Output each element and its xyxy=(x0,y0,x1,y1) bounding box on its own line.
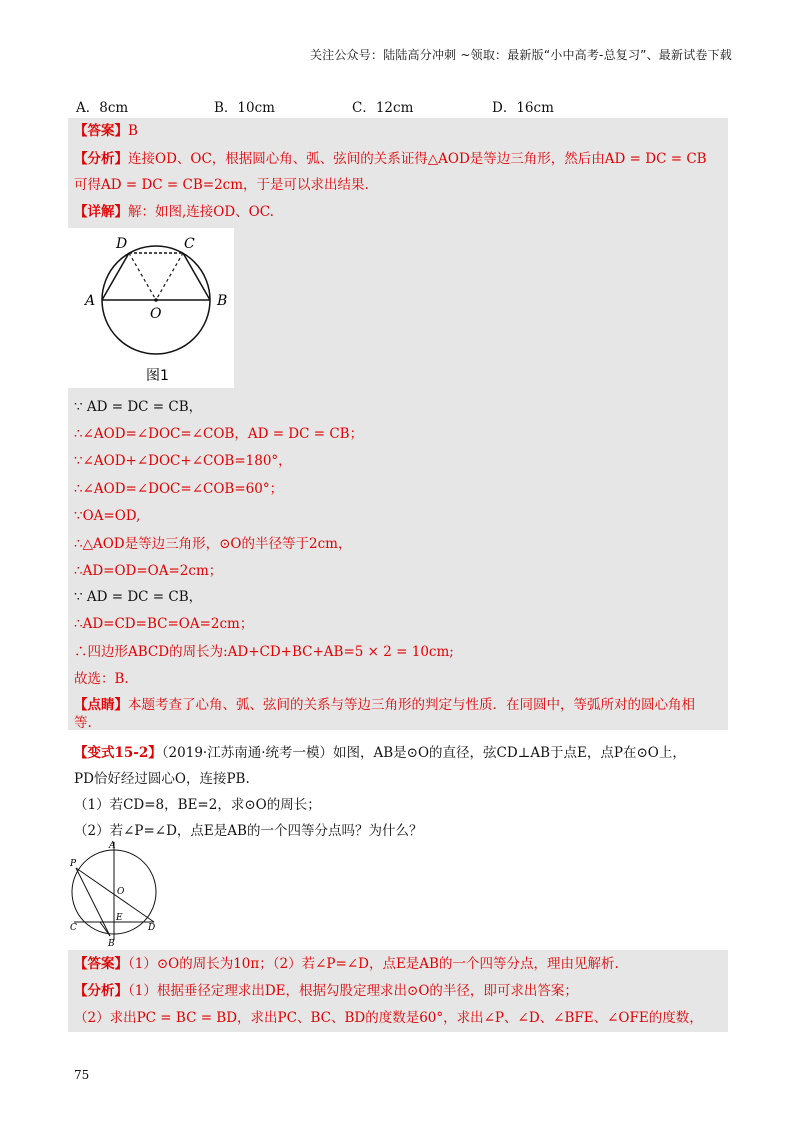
page-header: 关注公众号：陆陆高分冲刺 ~领取：最新版“小中高考-总复习”、最新试卷下载 xyxy=(309,48,732,62)
step-7: ∴AD=OD=OA=2cm； xyxy=(74,563,223,579)
detail-line xyxy=(74,203,274,221)
analysis-text-1: 连接OD、OC，根据圆心角、弧、弦间的关系证得△AOD是等边三角形，然后由AD = DC = CB xyxy=(128,151,707,167)
figure-1 xyxy=(68,228,234,388)
step-2: ∴∠AOD=∠DOC=∠COB，AD = DC = CB； xyxy=(74,426,364,442)
step-5: ∵OA=OD, xyxy=(74,508,141,524)
analysis2-tag: 【分析】 xyxy=(74,983,128,999)
answer2-text: （1）⊙O的周长为10π；（2）若∠P=∠D，点E是AB的一个四等分点，理由见解析. xyxy=(128,956,619,972)
label-c: C xyxy=(184,236,195,252)
step-3: ∵∠AOD+∠DOC+∠COB=180°， xyxy=(74,453,292,469)
question-2: （2）若∠P=∠D，点E是AB的一个四等分点吗？为什么？ xyxy=(74,823,423,839)
step-9: ∴AD=CD=BC=OA=2cm； xyxy=(74,616,254,632)
circle-diagram-2 xyxy=(70,838,158,948)
option-d: D．16cm xyxy=(492,100,554,116)
analysis2-line-2: （2）求出PC = BC = BD，求出PC、BC、BD的度数是60°，求出∠P、∠D、∠BFE、∠OFE的度数， xyxy=(74,1010,703,1026)
label2-o: O xyxy=(117,887,125,897)
label2-b: B xyxy=(108,939,115,948)
detail-text: 解：如图,连接OD、OC. xyxy=(128,204,274,220)
page-number: 75 xyxy=(74,1068,90,1082)
step-6: ∴△AOD是等边三角形，⊙O的半径等于2cm， xyxy=(74,536,352,552)
label2-c: C xyxy=(70,923,77,933)
variant-text-1: （2019·江苏南通·统考一模）如图，AB是⊙O的直径，弦CD⊥AB于点E，点P在⊙O上， xyxy=(161,745,686,761)
detail-tag: 【详解】 xyxy=(74,204,128,220)
figure-2 xyxy=(70,838,158,948)
question-1: （1）若CD=8，BE=2，求⊙O的周长； xyxy=(74,797,321,813)
label-d: D xyxy=(116,236,128,252)
answer-tag: 【答案】 xyxy=(74,123,128,139)
label2-p: P xyxy=(70,859,77,869)
label2-d: D xyxy=(148,923,156,933)
answer-text: B xyxy=(128,123,138,139)
comment-text-1: 本题考查了心角、弧、弦间的关系与等边三角形的判定与性质．在同圆中，等弧所对的圆心角相 xyxy=(128,697,695,713)
label2-e: E xyxy=(116,913,123,923)
step-10: ∴四边形ABCD的周长为:AD+CD+BC+AB=5 × 2 = 10cm; xyxy=(74,644,454,660)
option-b: B．10cm xyxy=(214,100,275,116)
answer2-tag: 【答案】 xyxy=(74,956,128,972)
comment-line-1 xyxy=(74,696,695,714)
step-1: ∵ AD = DC = CB， xyxy=(74,399,203,415)
label2-a: A xyxy=(109,841,116,851)
answer-options xyxy=(76,96,736,116)
answer-line-2 xyxy=(74,955,619,973)
step-11: 故选：B. xyxy=(74,671,129,687)
variant-line-1 xyxy=(74,744,686,762)
analysis-tag: 【分析】 xyxy=(74,151,128,167)
analysis-line-1 xyxy=(74,150,707,168)
label-o: O xyxy=(150,306,162,322)
answer-line-1 xyxy=(74,122,138,140)
option-c: C．12cm xyxy=(352,100,414,116)
analysis2-line-1 xyxy=(74,982,578,1000)
circle-diagram-1 xyxy=(68,228,234,388)
step-8: ∵ AD = DC = CB， xyxy=(74,589,203,605)
option-a: A．8cm xyxy=(76,100,129,116)
label-b: B xyxy=(217,293,228,309)
label-a: A xyxy=(85,293,96,309)
analysis2-text-1: （1）根据垂径定理求出DE，根据勾股定理求出⊙O的半径，即可求出答案； xyxy=(128,983,578,999)
comment-line-2: 等. xyxy=(74,715,92,731)
variant-line-2: PD恰好经过圆心O，连接PB. xyxy=(74,771,250,787)
comment-tag: 【点睛】 xyxy=(74,697,128,713)
figure-1-caption: 图1 xyxy=(146,368,169,384)
analysis-line-2: 可得AD = DC = CB=2cm，于是可以求出结果. xyxy=(74,177,369,193)
step-4: ∴∠AOD=∠DOC=∠COB=60°； xyxy=(74,481,284,497)
variant-tag: 【变式15-2】 xyxy=(74,745,162,761)
